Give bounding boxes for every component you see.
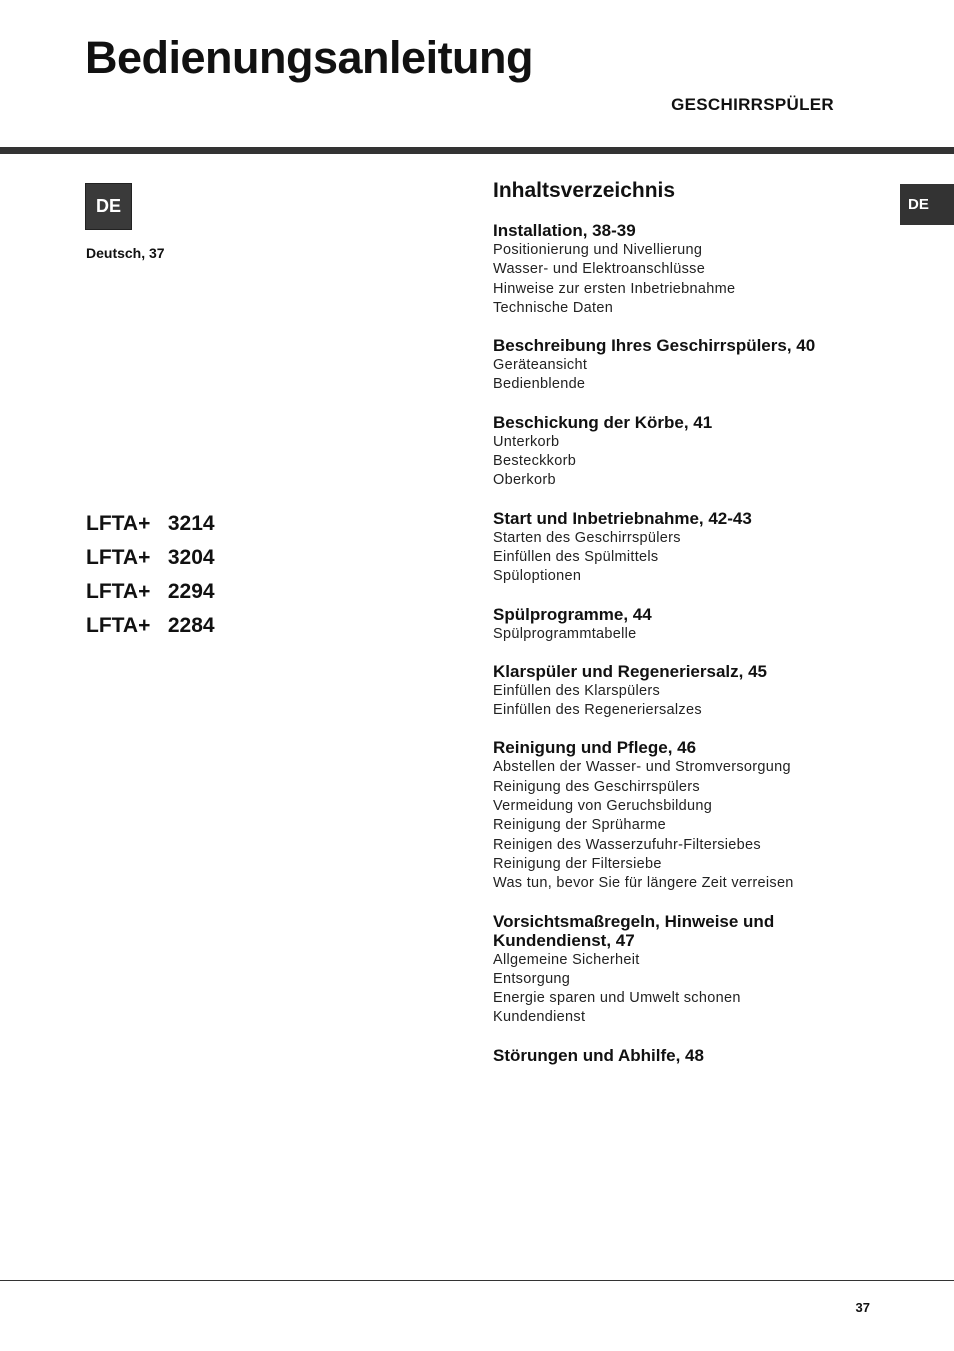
toc-section-title: Beschreibung Ihres Geschirrspülers, 40 — [493, 336, 816, 356]
toc-section — [493, 221, 873, 318]
toc-section-items — [493, 433, 873, 491]
toc-section-items — [493, 682, 873, 721]
model-name: LFTA+ 2284 — [86, 614, 215, 637]
toc-item: Besteckkorb — [493, 453, 577, 470]
footer-divider — [0, 1280, 954, 1281]
toc-item: Unterkorb — [493, 433, 560, 450]
toc-item: Technische Daten — [493, 299, 614, 316]
language-caption: Deutsch, 37 — [86, 245, 165, 261]
toc-section-items — [493, 356, 873, 395]
toc-section-items — [493, 951, 873, 1028]
toc-section — [493, 738, 873, 893]
model-name: LFTA+ 3204 — [86, 546, 215, 569]
toc-section-title: Reinigung und Pflege, 46 — [493, 738, 697, 758]
language-badge: DE — [86, 184, 131, 229]
toc-item: Energie sparen und Umwelt schonen — [493, 990, 741, 1007]
toc-item: Einfüllen des Spülmittels — [493, 548, 659, 565]
toc-item: Vermeidung von Geruchsbildung — [493, 798, 713, 815]
toc-section — [493, 413, 873, 491]
toc-section-items — [493, 241, 873, 318]
toc-section-items — [493, 529, 873, 587]
toc-item: Spülprogrammtabelle — [493, 625, 637, 642]
toc-section — [493, 509, 873, 587]
toc-item: Oberkorb — [493, 472, 556, 489]
toc-section — [493, 605, 873, 644]
toc-item: Hinweise zur ersten Inbetriebnahme — [493, 280, 736, 297]
toc-item: Positionierung und Nivellierung — [493, 242, 703, 258]
toc-section — [493, 1046, 873, 1065]
toc-item: Starten des Geschirrspülers — [493, 529, 681, 546]
table-of-contents — [493, 179, 873, 1083]
toc-title: Inhaltsverzeichnis — [493, 179, 676, 202]
toc-item: Entsorgung — [493, 970, 571, 987]
toc-item: Was tun, bevor Sie für längere Zeit verreisen — [493, 875, 794, 892]
toc-item: Allgemeine Sicherheit — [493, 951, 640, 968]
product-type: GESCHIRRSPÜLER — [671, 95, 834, 114]
model-list — [86, 512, 215, 648]
toc-item: Reinigen des Wasserzufuhr-Filtersiebes — [493, 836, 761, 853]
page-number: 37 — [855, 1300, 870, 1315]
toc-item: Spüloptionen — [493, 568, 582, 585]
toc-section-title: Klarspüler und Regeneriersalz, 45 — [493, 661, 767, 681]
toc-item: Reinigung des Geschirrspülers — [493, 778, 700, 795]
toc-section-title: Start und Inbetriebnahme, 42-43 — [493, 508, 752, 528]
toc-section-title: Beschickung der Körbe, 41 — [493, 412, 713, 432]
toc-section-title: Vorsichtsmaßregeln, Hinweise und Kundendienst, 47 — [493, 911, 775, 950]
header-divider — [0, 147, 954, 154]
model-name: LFTA+ 2294 — [86, 580, 215, 603]
toc-section-title: Spülprogramme, 44 — [493, 604, 652, 624]
toc-sections — [493, 221, 873, 1065]
toc-item: Reinigung der Sprüharme — [493, 817, 666, 834]
toc-item: Geräteansicht — [493, 357, 588, 374]
toc-section-title: Installation, 38-39 — [493, 221, 636, 240]
page-title: Bedienungsanleitung — [85, 32, 534, 83]
model-name: LFTA+ 3214 — [86, 512, 215, 535]
toc-item: Einfüllen des Regeneriersalzes — [493, 702, 702, 719]
toc-item: Einfüllen des Klarspülers — [493, 682, 661, 699]
toc-item: Kundendienst — [493, 1009, 586, 1026]
language-side-tab: DE — [900, 184, 954, 225]
toc-item: Abstellen der Wasser- und Stromversorgung — [493, 759, 791, 776]
toc-section — [493, 912, 873, 1028]
toc-item: Wasser- und Elektroanschlüsse — [493, 261, 706, 278]
toc-section-items — [493, 758, 873, 893]
toc-item: Reinigung der Filtersiebe — [493, 855, 662, 872]
toc-section — [493, 336, 873, 395]
toc-section-title: Störungen und Abhilfe, 48 — [493, 1045, 704, 1065]
toc-section — [493, 662, 873, 721]
toc-section-items — [493, 625, 873, 644]
toc-item: Bedienblende — [493, 376, 586, 393]
